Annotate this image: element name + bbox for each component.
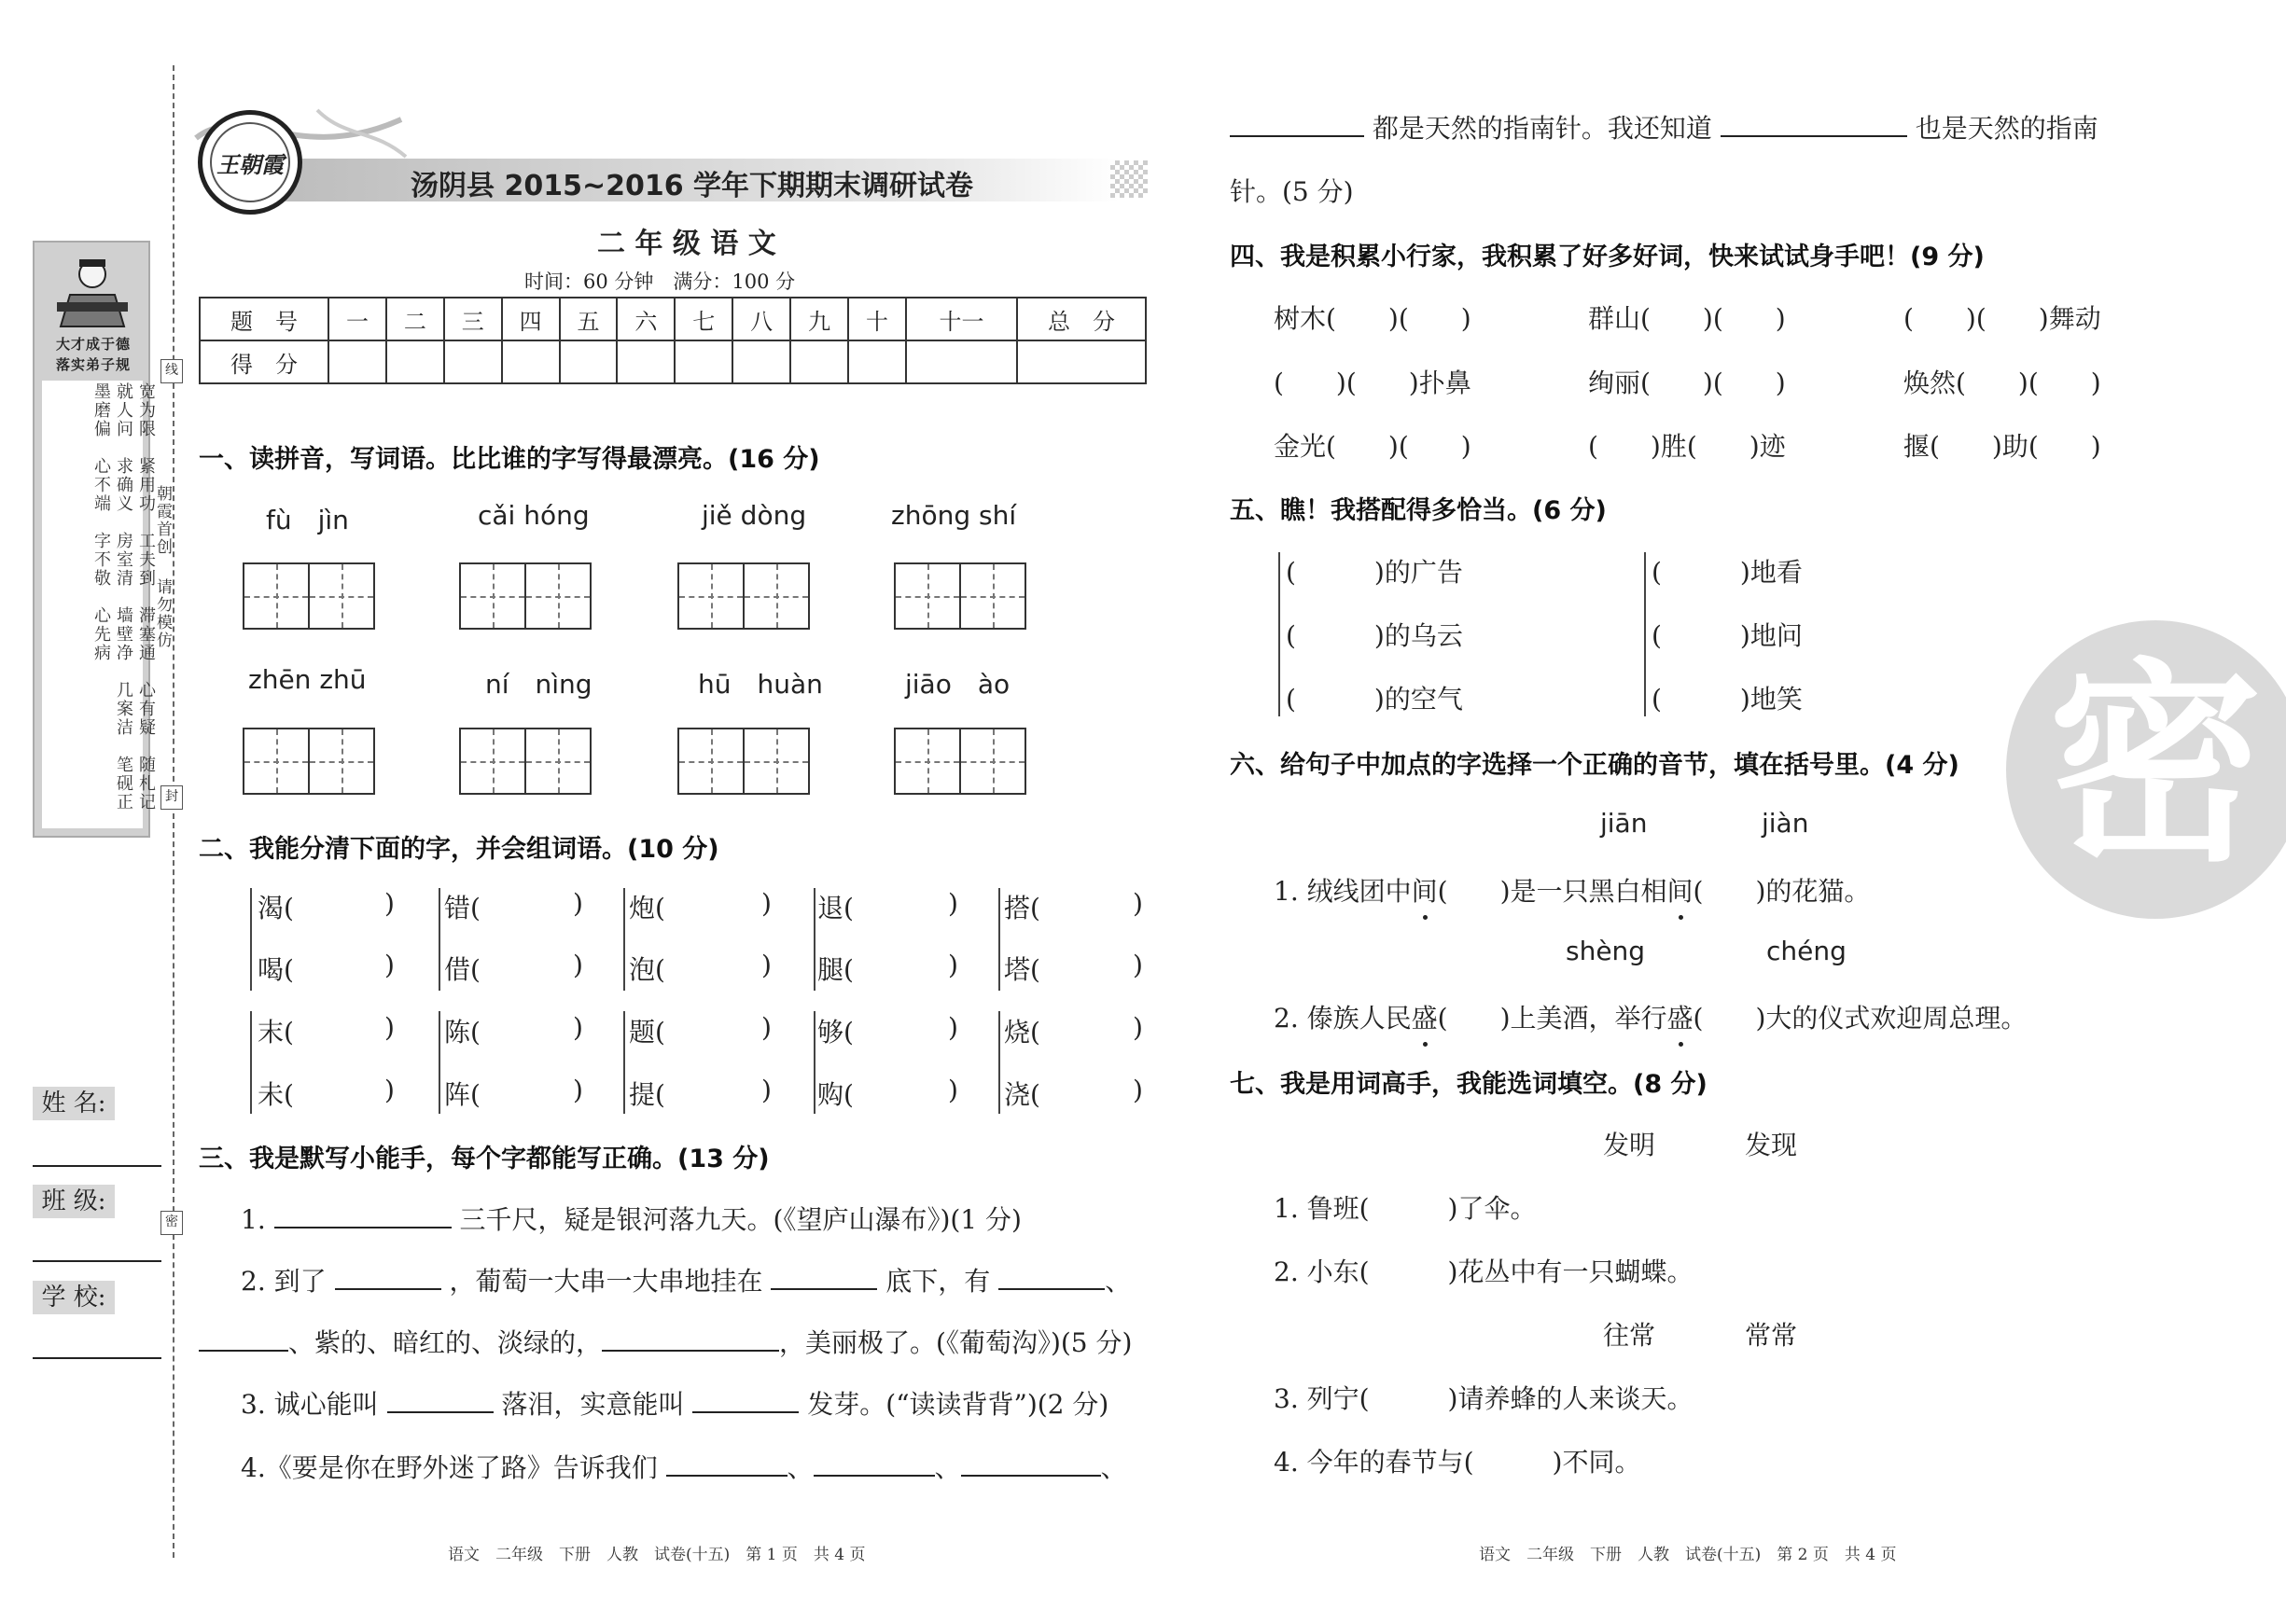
time-info: 时间：60 分钟 满分：100 分 <box>524 271 796 293</box>
q1-heading: 一、读拼音，写词语。比比谁的字写得最漂亮。(16 分) <box>199 445 820 474</box>
q6-pinyin: jiàn <box>1762 808 1809 839</box>
writing-grid-cell[interactable] <box>677 562 745 630</box>
q7-sentence: 1. 鲁班( )了伞。 <box>1274 1193 1537 1224</box>
q2-bracket <box>250 888 252 991</box>
writing-grid-cell[interactable] <box>459 562 526 630</box>
q7-sentence: 4. 今年的春节与( )不同。 <box>1274 1447 1641 1478</box>
score-table <box>199 297 1147 384</box>
blank-field[interactable] <box>1230 113 1364 137</box>
q6-s1-part: ( )是一只黑白相 <box>1437 876 1667 907</box>
q6-pinyin: jiān <box>1600 808 1648 839</box>
q3-s1-text: 三千尺，疑是银河落九天。(《望庐山瀑布》)(1 分) <box>459 1204 1022 1235</box>
blank-field[interactable] <box>692 1389 799 1413</box>
q2-char: 末( <box>258 1017 294 1048</box>
score-cell[interactable] <box>848 340 906 383</box>
q2-close: ) <box>573 1075 583 1105</box>
q6-s1-part: ( )的花猫。 <box>1693 876 1871 907</box>
q2-close: ) <box>1133 950 1143 980</box>
writing-grid-cell[interactable] <box>743 562 810 630</box>
q4-item: 揠( )助( ) <box>1903 431 2101 462</box>
q2-char: 未( <box>258 1079 294 1110</box>
q2-char: 阵( <box>444 1079 481 1110</box>
q2-char: 退( <box>817 893 854 923</box>
score-cell[interactable] <box>1017 340 1146 383</box>
q2-bracket <box>439 1011 440 1114</box>
q5-heading: 五、瞧！我搭配得多恰当。(6 分) <box>1230 496 1607 525</box>
q3-s4-part: 、 <box>787 1452 814 1483</box>
q1-pinyin: zhēn zhū <box>248 664 367 695</box>
q2-char: 够( <box>817 1017 854 1048</box>
score-header-cell: 十 <box>848 298 906 340</box>
class-field[interactable] <box>33 1260 161 1262</box>
q2-close: ) <box>948 888 958 919</box>
motto-column-2: 就人问 求确义 房室清 墙壁净 几案洁 笔砚正 <box>114 382 133 812</box>
dotted-char: 间 <box>1412 871 1438 909</box>
writing-grid-cell[interactable] <box>677 728 745 795</box>
score-header-cell: 四 <box>502 298 560 340</box>
blank-field[interactable] <box>666 1452 788 1477</box>
q7-heading: 七、我是用词高手，我能选词填空。(8 分) <box>1230 1070 1708 1099</box>
score-header-cell: 三 <box>444 298 502 340</box>
q3-s3-part: 3. 诚心能叫 <box>241 1389 379 1420</box>
q2-close: ) <box>948 1075 958 1105</box>
writing-grid-cell[interactable] <box>524 562 592 630</box>
score-cell[interactable] <box>444 340 502 383</box>
q3-sentence-4a <box>241 1448 1127 1485</box>
score-cell[interactable] <box>328 340 386 383</box>
score-header-cell: 八 <box>732 298 790 340</box>
q1-pinyin: ní nìng <box>485 669 592 700</box>
score-cell[interactable] <box>906 340 1017 383</box>
q3-s2-part: 底下，有 <box>885 1266 991 1297</box>
blank-field[interactable] <box>602 1327 779 1352</box>
writing-grid-cell[interactable] <box>959 728 1026 795</box>
q6-s2-part: ( )大的仪式欢迎周总理。 <box>1693 1003 2028 1034</box>
q3-s2-part: 、紫的、暗红的、淡绿的， <box>288 1327 603 1358</box>
q5-left-item: ( )的空气 <box>1286 684 1463 715</box>
q5-left-item: ( )的乌云 <box>1286 620 1463 651</box>
score-table-score-row <box>200 340 1146 383</box>
q2-char: 题( <box>629 1017 665 1048</box>
q2-bracket <box>814 1011 815 1114</box>
writing-grid-cell[interactable] <box>959 562 1026 630</box>
q7-option: 发明 <box>1603 1130 1656 1160</box>
name-field[interactable] <box>33 1165 161 1167</box>
school-label: 学 校: <box>33 1281 115 1314</box>
q2-close: ) <box>573 1012 583 1043</box>
dotted-char: 盛 <box>1412 998 1438 1035</box>
motto-column-3: 宽为限 紧用功 工夫到 滞塞通 心有疑 随札记 <box>136 382 156 812</box>
motto-column-1: 墨磨偏 心不端 字不敬 心先病 <box>91 382 111 662</box>
writing-grid-cell[interactable] <box>459 728 526 795</box>
score-header-cell: 十一 <box>906 298 1017 340</box>
q2-close: ) <box>384 888 395 919</box>
score-header-cell: 九 <box>790 298 848 340</box>
logo-text: 王朝霞 <box>216 151 284 178</box>
q4-item: 群山( )( ) <box>1588 303 1786 334</box>
q2-close: ) <box>573 888 583 919</box>
q2-close: ) <box>761 950 772 980</box>
name-label: 姓 名: <box>33 1087 115 1120</box>
q2-close: ) <box>761 1075 772 1105</box>
q2-char: 炮( <box>629 893 665 923</box>
blank-field[interactable] <box>771 1266 877 1290</box>
score-header-cell: 总 分 <box>1017 298 1146 340</box>
blank-field[interactable] <box>1721 113 1907 137</box>
q3-s4-part: 、 <box>1100 1452 1127 1483</box>
q3-s2-part: 、 <box>1105 1266 1132 1297</box>
q4-item: ( )( )扑鼻 <box>1274 368 1471 398</box>
writing-grid-cell[interactable] <box>894 728 961 795</box>
q2-char: 泡( <box>629 954 665 985</box>
q4-item: 焕然( )( ) <box>1903 368 2101 398</box>
score-header-cell: 题 号 <box>200 298 328 340</box>
q3-heading: 三、我是默写小能手，每个字都能写正确。(13 分) <box>199 1145 770 1173</box>
q2-close: ) <box>948 1012 958 1043</box>
q1-pinyin: cǎi hóng <box>478 500 590 531</box>
q2-close: ) <box>948 950 958 980</box>
writing-grid-cell[interactable] <box>743 728 810 795</box>
q3-s1-num: 1. <box>241 1204 266 1235</box>
margin-note-1: 朝霞首创 <box>153 485 172 556</box>
score-cell[interactable] <box>617 340 675 383</box>
q3-sentence-2b <box>199 1323 1132 1360</box>
q2-close: ) <box>761 888 772 919</box>
q3-sentence-3 <box>241 1384 1108 1422</box>
score-header-cell: 七 <box>675 298 732 340</box>
q3-sentence-4c: 针。(5 分) <box>1230 176 1354 207</box>
blank-field[interactable] <box>998 1266 1105 1290</box>
motto-line-1: 大才成于德 <box>55 336 131 353</box>
q3-s4-part: 也是天然的指南 <box>1915 113 2098 144</box>
q1-pinyin: fù jìn <box>266 505 349 535</box>
score-row-label: 得 分 <box>200 340 328 383</box>
q7-option: 发现 <box>1745 1130 1798 1160</box>
seal-mark-line: 线 <box>160 359 183 383</box>
q6-sentence-1 <box>1274 871 1870 909</box>
q2-char: 浇( <box>1004 1079 1040 1110</box>
watermark-text: 密 <box>2047 642 2263 891</box>
q2-close: ) <box>1133 1012 1143 1043</box>
student-info-panel <box>33 1087 163 1367</box>
q2-close: ) <box>1133 1075 1143 1105</box>
q3-s2-part: ，葡萄一大串一大串地挂在 <box>449 1266 763 1297</box>
q2-char: 陈( <box>444 1017 481 1048</box>
q4-item: 绚丽( )( ) <box>1588 368 1786 398</box>
score-cell[interactable] <box>560 340 618 383</box>
seal-mark-seal: 封 <box>160 785 183 810</box>
q2-heading: 二、我能分清下面的字，并会组词语。(10 分) <box>199 835 719 864</box>
q1-pinyin: hū huàn <box>698 669 823 700</box>
writing-grid-cell[interactable] <box>894 562 961 630</box>
writing-grid-cell[interactable] <box>243 728 310 795</box>
q6-pinyin: chéng <box>1766 936 1847 966</box>
writing-grid-cell[interactable] <box>308 728 375 795</box>
blank-field[interactable] <box>387 1389 494 1413</box>
q2-bracket <box>439 888 440 991</box>
q3-sentence-4b <box>1230 108 2098 146</box>
q1-pinyin: zhōng shí <box>891 500 1017 531</box>
q3-s2-part: 2. 到了 <box>241 1266 327 1297</box>
scholar-illustration <box>51 254 133 328</box>
dotted-char: 盛 <box>1667 998 1694 1035</box>
q2-char: 塔( <box>1004 954 1040 985</box>
blank-field[interactable] <box>274 1204 452 1228</box>
score-cell[interactable] <box>502 340 560 383</box>
q2-close: ) <box>761 1012 772 1043</box>
watermark-seal <box>2006 620 2286 919</box>
q2-bracket <box>623 888 625 991</box>
q6-s2-part: 2. 傣族人民 <box>1274 1003 1412 1034</box>
q2-char: 搭( <box>1004 893 1040 923</box>
score-header-cell: 六 <box>617 298 675 340</box>
writing-grid-cell[interactable] <box>243 562 310 630</box>
score-cell[interactable] <box>675 340 732 383</box>
q3-sentence-1 <box>241 1200 1022 1237</box>
writing-grid-cell[interactable] <box>308 562 375 630</box>
q7-sentence: 3. 列宁( )请养蜂的人来谈天。 <box>1274 1383 1694 1414</box>
q2-close: ) <box>384 1012 395 1043</box>
q3-s2-part: ，美丽极了。(《葡萄沟》)(5 分) <box>779 1327 1133 1358</box>
q4-item: 树木( )( ) <box>1274 303 1471 334</box>
q2-close: ) <box>384 950 395 980</box>
q2-char: 喝( <box>258 954 294 985</box>
q2-char: 提( <box>629 1079 665 1110</box>
checker-decoration <box>1110 160 1148 198</box>
score-header-cell: 五 <box>560 298 618 340</box>
q3-s4-part: 、 <box>934 1452 961 1483</box>
q4-item: ( )( )舞动 <box>1903 303 2101 334</box>
q6-s2-part: ( )上美酒，举行 <box>1437 1003 1667 1034</box>
q2-char: 借( <box>444 954 481 985</box>
margin-note-2: 请勿模仿 <box>153 578 172 649</box>
q2-close: ) <box>384 1075 395 1105</box>
school-field[interactable] <box>33 1357 161 1359</box>
q5-left-item: ( )的广告 <box>1286 557 1463 588</box>
exam-title: 汤阴县 2015~2016 学年下期期末调研试卷 <box>411 170 974 202</box>
dotted-char: 间 <box>1667 871 1694 909</box>
seal-mark-secret: 密 <box>160 1211 183 1235</box>
q6-pinyin: shèng <box>1566 936 1646 966</box>
q1-pinyin: jiě dòng <box>702 500 807 531</box>
binding-dashed-line <box>173 65 174 1558</box>
score-cell[interactable] <box>732 340 790 383</box>
q2-bracket <box>623 1011 625 1114</box>
q7-sentence: 2. 小东( )花丛中有一只蝴蝶。 <box>1274 1256 1694 1287</box>
q5-right-item: ( )地问 <box>1652 620 1803 651</box>
score-cell[interactable] <box>386 340 444 383</box>
footer-page-1: 语文 二年级 下册 人教 试卷(十五) 第 1 页 共 4 页 <box>448 1546 866 1564</box>
q4-item: 金光( )( ) <box>1274 431 1471 462</box>
q6-sentence-2 <box>1274 998 2027 1035</box>
score-header-cell: 二 <box>386 298 444 340</box>
writing-grid-cell[interactable] <box>524 728 592 795</box>
q2-bracket <box>250 1011 252 1114</box>
q7-option: 往常 <box>1603 1320 1656 1351</box>
q6-heading: 六、给句子中加点的字选择一个正确的音节，填在括号里。(4 分) <box>1230 751 1959 780</box>
score-cell[interactable] <box>790 340 848 383</box>
q2-close: ) <box>1133 888 1143 919</box>
q3-s3-part: 发芽。(“读读背背”)(2 分) <box>807 1389 1109 1420</box>
q2-char: 渴( <box>258 893 294 923</box>
blank-field[interactable] <box>335 1266 441 1290</box>
class-label: 班 级: <box>33 1185 115 1218</box>
q4-item: ( )胜( )迹 <box>1588 431 1786 462</box>
q4-heading: 四、我是积累小行家，我积累了好多好词，快来试试身手吧！(9 分) <box>1230 243 1985 271</box>
q2-close: ) <box>573 950 583 980</box>
blank-field[interactable] <box>961 1452 1101 1477</box>
q3-s3-part: 落泪，实意能叫 <box>501 1389 685 1420</box>
q2-char: 购( <box>817 1079 854 1110</box>
q2-char: 错( <box>444 893 481 923</box>
q3-sentence-2a <box>241 1261 1131 1298</box>
blank-field[interactable] <box>814 1452 935 1477</box>
logo-emblem <box>198 110 302 215</box>
q7-option: 常常 <box>1745 1320 1798 1351</box>
q1-pinyin: jiāo ào <box>905 669 1011 700</box>
q3-s4-part: 4.《要是你在野外迷了路》告诉我们 <box>241 1452 658 1483</box>
score-header-cell: 一 <box>328 298 386 340</box>
q2-char: 腿( <box>817 954 854 985</box>
q2-bracket <box>814 888 815 991</box>
footer-page-2: 语文 二年级 下册 人教 试卷(十五) 第 2 页 共 4 页 <box>1479 1546 1897 1564</box>
subject-title: 二 年 级 语 文 <box>597 228 776 260</box>
q5-bracket <box>1644 552 1646 716</box>
q5-right-item: ( )地看 <box>1652 557 1803 588</box>
blank-field[interactable] <box>199 1327 288 1352</box>
sidebar-motto-panel <box>33 241 156 838</box>
q5-bracket <box>1278 552 1280 716</box>
q5-right-item: ( )地笑 <box>1652 684 1803 715</box>
q6-s1-part: 1. 绒线团中 <box>1274 876 1412 907</box>
q3-s4-part: 都是天然的指南针。我还知道 <box>1372 113 1712 144</box>
q2-bracket <box>998 888 1000 991</box>
motto-line-2: 落实弟子规 <box>55 356 131 373</box>
score-table-header-row <box>200 298 1146 340</box>
q2-char: 烧( <box>1004 1017 1040 1048</box>
q2-bracket <box>998 1011 1000 1114</box>
